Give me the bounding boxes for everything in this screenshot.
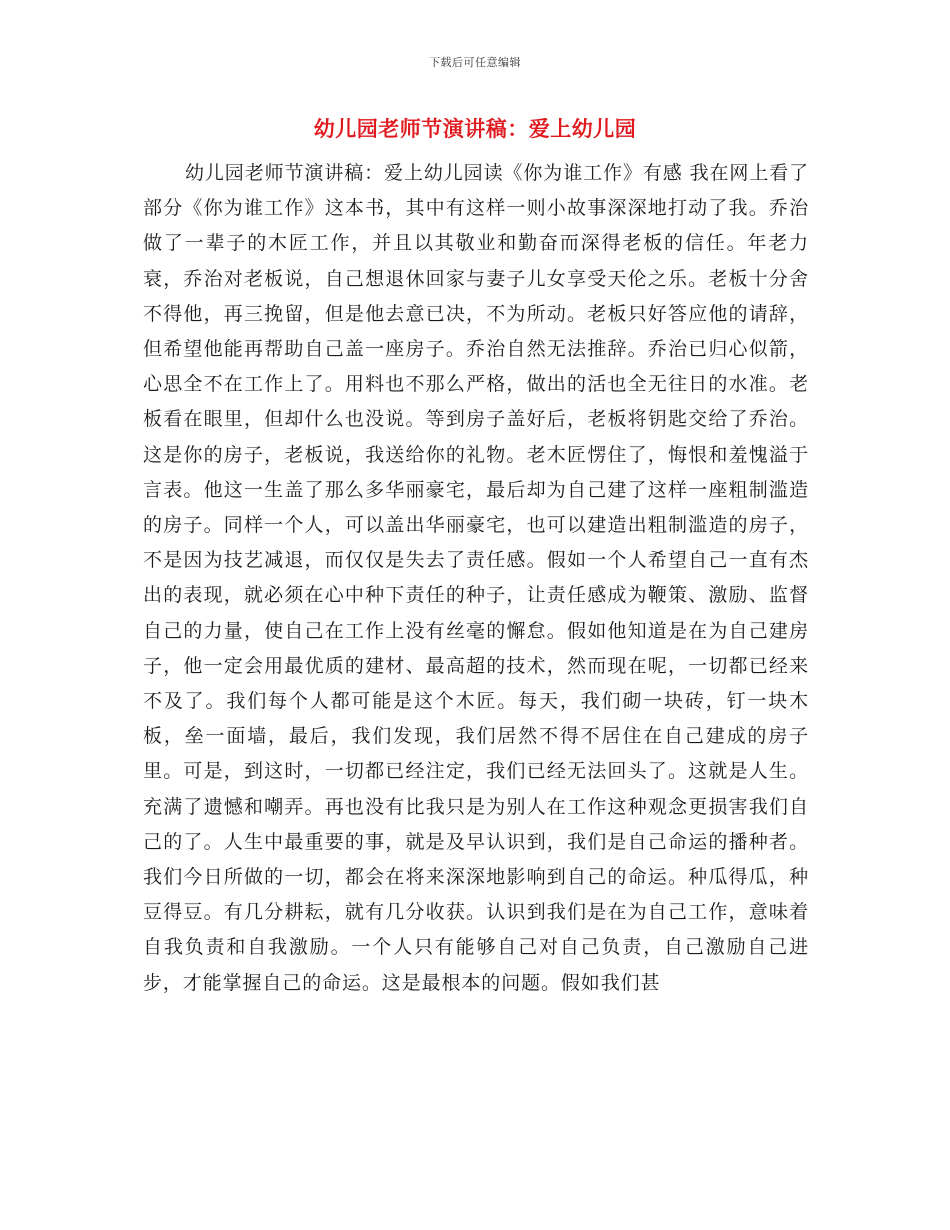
- document-title: 幼儿园老师节演讲稿：爱上幼儿园: [313, 117, 637, 141]
- header-note: 下载后可任意编辑: [429, 56, 521, 69]
- document-body-paragraph: 幼儿园老师节演讲稿：爱上幼儿园读《你为谁工作》有感 我在网上看了部分《你为谁工作》这本书，其中有这样一则小故事深深地打动了我。乔治做了一辈子的木匠工作，并且以其敬业和勤奋而深得老板的信任。年老力衰，乔治对老板说，自己想退休回家与妻子儿女享受天伦之乐。老板十分舍不得他，再三挽留，但是他去意已决，不为所动。老板只好答应他的请辞，但希望他能再帮助自己盖一座房子。乔治自然无法推辞。乔治已归心似箭，心思全不在工作上了。用料也不那么严格，做出的活也全无往日的水准。老板看在眼里，但却什么也没说。等到房子盖好后，老板将钥匙交给了乔治。这是你的房子，老板说，我送给你的礼物。老木匠愣住了，悔恨和羞愧溢于言表。他这一生盖了那么多华丽豪宅，最后却为自己建了这样一座粗制滥造的房子。同样一个人，可以盖出华丽豪宅，也可以建造出粗制滥造的房子，不是因为技艺减退，而仅仅是失去了责任感。假如一个人希望自己一直有杰出的表现，就必须在心中种下责任的种子，让责任感成为鞭策、激励、监督自己的力量，使自己在工作上没有丝毫的懈怠。假如他知道是在为自己建房子，他一定会用最优质的建材、最高超的技术，然而现在呢，一切都已经来不及了。我们每个人都可能是这个木匠。每天，我们砌一块砖，钉一块木板，垒一面墙，最后，我们发现，我们居然不得不居住在自己建成的房子里。可是，到这时，一切都已经注定，我们已经无法回头了。这就是人生。充满了遗憾和嘲弄。再也没有比我只是为别人在工作这种观念更损害我们自己的了。人生中最重要的事，就是及早认识到，我们是自己命运的播种者。我们今日所做的一切，都会在将来深深地影响到自己的命运。种瓜得瓜，种豆得豆。有几分耕耘，就有几分收获。认识到我们是在为自己工作，意味着自我负责和自我激励。一个人只有能够自己对自己负责，自己激励自己进步，才能掌握自己的命运。这是最根本的问题。假如我们甚: [143, 162, 809, 994]
